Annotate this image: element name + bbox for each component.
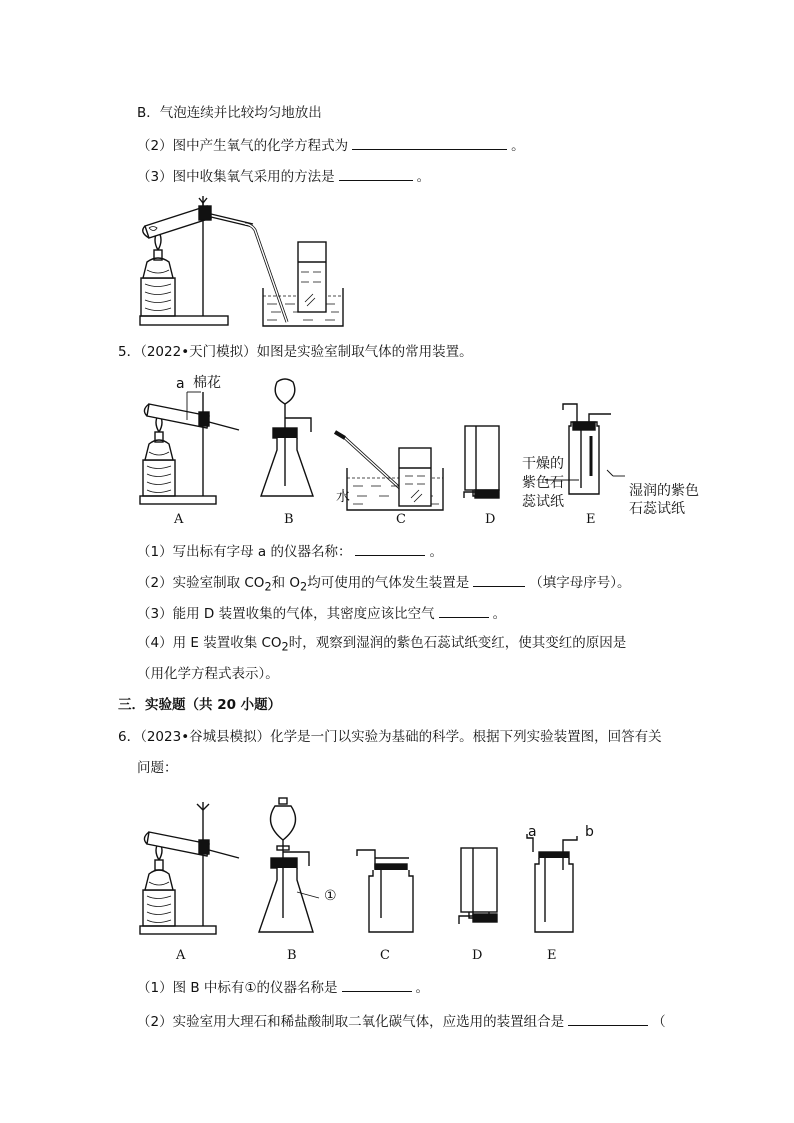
fig6-label-e: E xyxy=(547,948,557,963)
oxygen-apparatus-figure xyxy=(135,192,365,332)
fig5-label-a: A xyxy=(174,512,184,527)
label-wet-2: 石蕊试纸 xyxy=(629,501,685,517)
answer-blank[interactable] xyxy=(339,166,413,181)
fig5-label-d: D xyxy=(485,512,496,527)
answer-blank[interactable] xyxy=(355,541,425,556)
q6-stem: 6．（2023•谷城县模拟）化学是一门以实验为基础的科学。根据下列实验装置图，回答有关 xyxy=(118,729,662,745)
q5-sub4: （4）用 E 装置收集 $CO_2$时，观察到湿润的紫色石蕊试纸变红，使其变红的原因是 xyxy=(137,635,627,654)
label-dry-2: 紫色石 xyxy=(522,475,564,491)
fig6-label-b: B xyxy=(287,948,297,963)
label-port-b: b xyxy=(585,824,594,840)
label-dry-1: 干燥的 xyxy=(522,456,564,472)
fig5-label-e: E xyxy=(586,512,596,527)
q5-stem: 5．（2022•天门模拟）如图是实验室制取气体的常用装置。 xyxy=(118,344,473,360)
q5-sub3: （3）能用 D 装置收集的气体，其密度应该比空气 。 xyxy=(137,603,506,623)
q6-sub1: （1）图 B 中标有①的仪器名称是 。 xyxy=(137,977,429,997)
option-b: B．气泡连续并比较均匀地放出 xyxy=(137,105,322,121)
label-cotton: 棉花 xyxy=(193,375,221,391)
label-wet-1: 湿润的紫色 xyxy=(629,483,699,499)
gas-apparatus-figure xyxy=(135,372,715,512)
label-a: a xyxy=(176,376,185,392)
label-circle-1: ① xyxy=(324,888,337,904)
answer-blank[interactable] xyxy=(352,135,507,150)
co2-apparatus-figure xyxy=(135,798,605,938)
prev-q2: （2）图中产生氧气的化学方程式为 。 xyxy=(137,135,525,155)
fig5-label-b: B xyxy=(284,512,294,527)
answer-blank[interactable] xyxy=(568,1011,648,1026)
q5-sub2: （2）实验室制取 $CO_2$和 $O_2$均可使用的气体发生装置是 （填字母序号）。 xyxy=(137,572,630,597)
prev-q3: （3）图中收集氧气采用的方法是 。 xyxy=(137,166,430,186)
q5-sub4-line2: （用化学方程式表示）。 xyxy=(137,666,279,682)
q6-sub2: （2）实验室用大理石和稀盐酸制取二氧化碳气体，应选用的装置组合是 （ xyxy=(137,1011,666,1031)
label-port-a: a xyxy=(528,824,537,840)
label-water: 水 xyxy=(336,489,350,505)
label-dry-3: 蕊试纸 xyxy=(522,494,564,510)
fig5-label-c: C xyxy=(396,512,406,527)
q5-sub1: （1）写出标有字母 a 的仪器名称： 。 xyxy=(137,541,443,561)
answer-blank[interactable] xyxy=(473,572,525,587)
fig6-label-a: A xyxy=(176,948,186,963)
answer-blank[interactable] xyxy=(342,977,412,992)
q6-stem-cont: 问题： xyxy=(137,760,178,776)
fig6-label-c: C xyxy=(380,948,390,963)
answer-blank[interactable] xyxy=(439,603,489,618)
fig6-label-d: D xyxy=(472,948,483,963)
section-title: 三．实验题（共 20 小题） xyxy=(118,697,282,713)
